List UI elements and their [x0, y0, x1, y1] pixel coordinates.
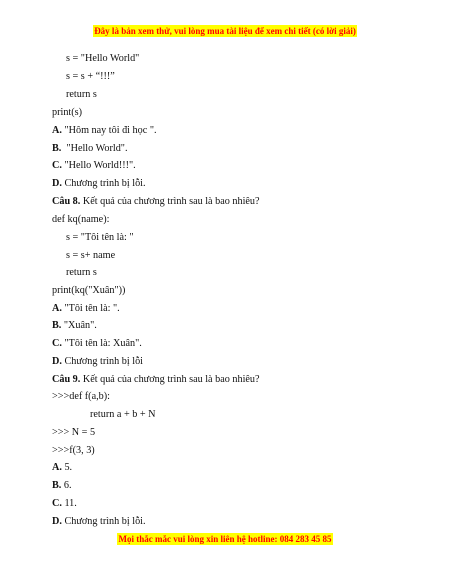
code-line: s = "Tôi tên là: " — [66, 232, 134, 243]
answer-option-d: D. Chương trình bị lỗi. — [52, 178, 146, 189]
preview-notice-text: Đây là bản xem thử, vui lòng mua tài liệu để xem chi tiết (có lời giải) — [94, 26, 356, 36]
question-8-heading: Câu 8. Kết quả của chương trình sau là bao nhiêu? — [52, 196, 260, 207]
code-line: >>>def f(a,b): — [52, 391, 110, 402]
code-line: s = s+ name — [66, 250, 116, 261]
question-9-heading: Câu 9. Kết quả của chương trình sau là bao nhiêu? — [52, 374, 260, 385]
answer-option-d: D. Chương trình bị lỗi. — [52, 516, 146, 527]
code-line: return s — [66, 89, 97, 100]
answer-option-d: D. Chương trình bị lỗi — [52, 356, 143, 367]
code-line: >>> N = 5 — [52, 427, 96, 438]
answer-option-b: B. "Xuân". — [52, 320, 97, 331]
answer-option-c: C. 11. — [52, 498, 77, 509]
hotline-notice-text: Mọi thắc mắc vui lòng xin liên hệ hotline: 084 283 45 85 — [118, 534, 332, 544]
answer-option-b: B. "Hello World". — [52, 143, 128, 154]
answer-option-a: A. "Hôm nay tôi đi học ". — [52, 125, 157, 136]
code-line: s = s + “!!!” — [66, 71, 115, 82]
code-line: return s — [66, 267, 97, 278]
code-line: print(kq("Xuân")) — [52, 285, 126, 296]
answer-option-b: B. 6. — [52, 480, 72, 491]
answer-option-c: C. "Hello World!!!". — [52, 160, 136, 171]
code-line: print(s) — [52, 107, 82, 118]
code-line: return a + b + N — [90, 409, 156, 420]
hotline-notice-banner — [0, 534, 450, 544]
answer-option-a: A. "Tôi tên là: ". — [52, 303, 120, 314]
code-line: s = "Hello World" — [66, 53, 140, 64]
code-line: def kq(name): — [52, 214, 110, 225]
answer-option-c: C. "Tôi tên là: Xuân". — [52, 338, 142, 349]
preview-notice-banner — [0, 26, 450, 36]
answer-option-a: A. 5. — [52, 462, 73, 473]
code-line: >>>f(3, 3) — [52, 445, 95, 456]
